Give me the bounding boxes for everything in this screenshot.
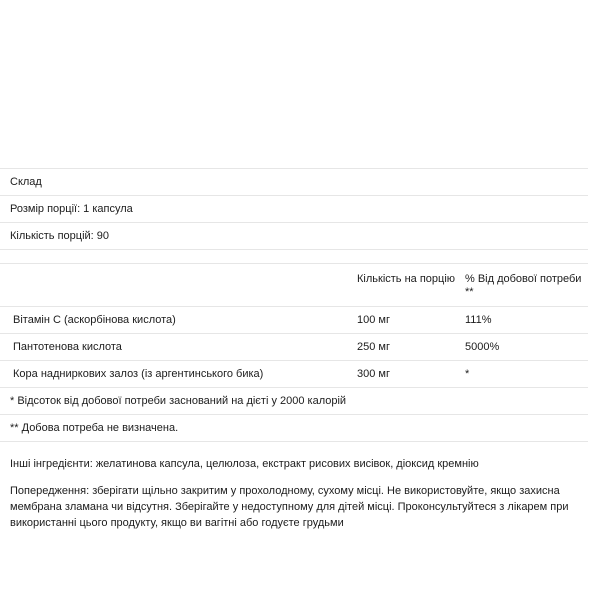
other-ingredients-text: Інші інгредієнти: желатинова капсула, целюлоза, екстракт рисових висівок, діоксид кремнію xyxy=(10,458,479,470)
daily-value-footnote: * Відсоток від добової потреби заснований на дієті у 2000 калорій xyxy=(0,388,588,415)
info-row-servings-per-container xyxy=(0,223,588,250)
warning-text: Попередження: зберігати щільно закритим у прохолодному, сухому місці. Не використовуйте, якщо захисна мембрана зламана чи відсутня. Зберігайте у недоступному для дітей місці. Проконсультуйтеся з лікарем при використанні цього продукту, якщо ви вагітні або годуєте грудьми xyxy=(10,485,569,529)
table-footnote-row xyxy=(0,415,588,442)
info-row-label: Кількість порцій: 90 xyxy=(10,230,110,242)
nutrient-table-head xyxy=(0,264,588,307)
daily-value-not-established-footnote: ** Добова потреба не визначена. xyxy=(0,415,588,442)
table-footnote-row xyxy=(0,388,588,415)
panel-spacer xyxy=(0,250,588,263)
table-row xyxy=(0,307,588,334)
nutrient-amount: 100 мг xyxy=(357,307,465,334)
additional-info-block xyxy=(0,456,588,531)
nutrient-daily-value: 5000% xyxy=(465,334,588,361)
nutrient-name: Пантотенова кислота xyxy=(0,334,357,361)
column-header-nutrient xyxy=(0,264,357,307)
column-header-amount-per-serving: Кількість на порцію xyxy=(357,264,465,307)
nutrient-daily-value: * xyxy=(465,361,588,388)
info-row-serving-size xyxy=(0,196,588,223)
nutrient-table xyxy=(0,263,588,442)
table-header-row xyxy=(0,264,588,307)
nutrient-name: Кора надниркових залоз (із аргентинського бика) xyxy=(0,361,357,388)
nutrient-daily-value: 111% xyxy=(465,307,588,334)
nutrient-amount: 250 мг xyxy=(357,334,465,361)
info-row-composition xyxy=(0,168,588,196)
nutrient-amount: 300 мг xyxy=(357,361,465,388)
supplement-facts-panel xyxy=(0,168,588,531)
info-row-label: Склад xyxy=(10,176,42,188)
table-row xyxy=(0,361,588,388)
column-header-daily-value: % Від добової потреби ** xyxy=(465,264,588,307)
info-row-label: Розмір порції: 1 капсула xyxy=(10,203,133,215)
table-row xyxy=(0,334,588,361)
nutrient-name: Вітамін С (аскорбінова кислота) xyxy=(0,307,357,334)
nutrient-table-body xyxy=(0,307,588,442)
